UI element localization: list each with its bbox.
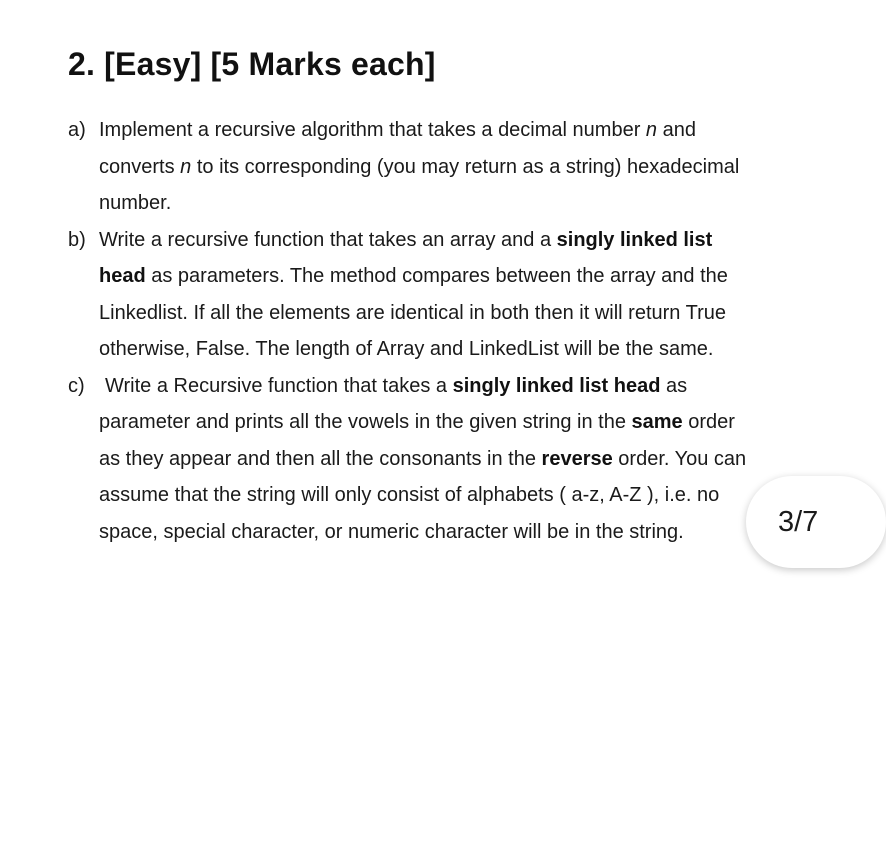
question-marker: a) — [68, 119, 86, 141]
question-c — [0, 368, 842, 551]
question-line: Write a Recursive function that takes a singly linked list head as — [105, 374, 688, 397]
question-line: converts n to its corresponding (you may return as a string) hexadecimal — [99, 155, 740, 178]
emphasis: same — [631, 411, 683, 433]
emphasis: head — [99, 265, 146, 287]
question-line: assume that the string will only consist of alphabets ( a-z, A-Z ), i.e. no — [99, 477, 842, 514]
question-line: number. — [99, 192, 172, 214]
emphasis: reverse — [541, 447, 613, 470]
question-line: as they appear and then all the consonants in the reverse order. You can — [99, 447, 747, 470]
page-indicator-label: 3/7 — [778, 506, 819, 538]
question-list — [0, 112, 842, 550]
question-line: head as parameters. The method compares between the array and the — [99, 265, 728, 287]
question-marker: c) — [68, 374, 85, 397]
question-line: otherwise, False. The length of Array and LinkedList will be the same. — [99, 338, 714, 360]
question-b — [0, 222, 842, 368]
variable-n: n — [645, 119, 658, 141]
page-indicator[interactable] — [746, 476, 886, 568]
question-line: Linkedlist. If all the elements are identical in both then it will return True — [99, 301, 726, 324]
emphasis: singly linked list — [556, 228, 713, 251]
question-line: Implement a recursive algorithm that takes a decimal number n and — [99, 119, 696, 141]
question-line: space, special character, or numeric character will be in the string. — [99, 520, 684, 543]
question-heading: 2. [Easy] [5 Marks each] — [68, 46, 436, 82]
variable-n: n — [180, 155, 192, 178]
question-line: Write a recursive function that takes an array and a singly linked list — [99, 228, 713, 251]
question-marker: b) — [68, 228, 86, 251]
question-line: parameter and prints all the vowels in the given string in the same order — [99, 411, 735, 433]
question-a — [0, 112, 842, 222]
clipped-text: o — [708, 484, 720, 506]
emphasis: singly linked list head — [452, 374, 661, 397]
